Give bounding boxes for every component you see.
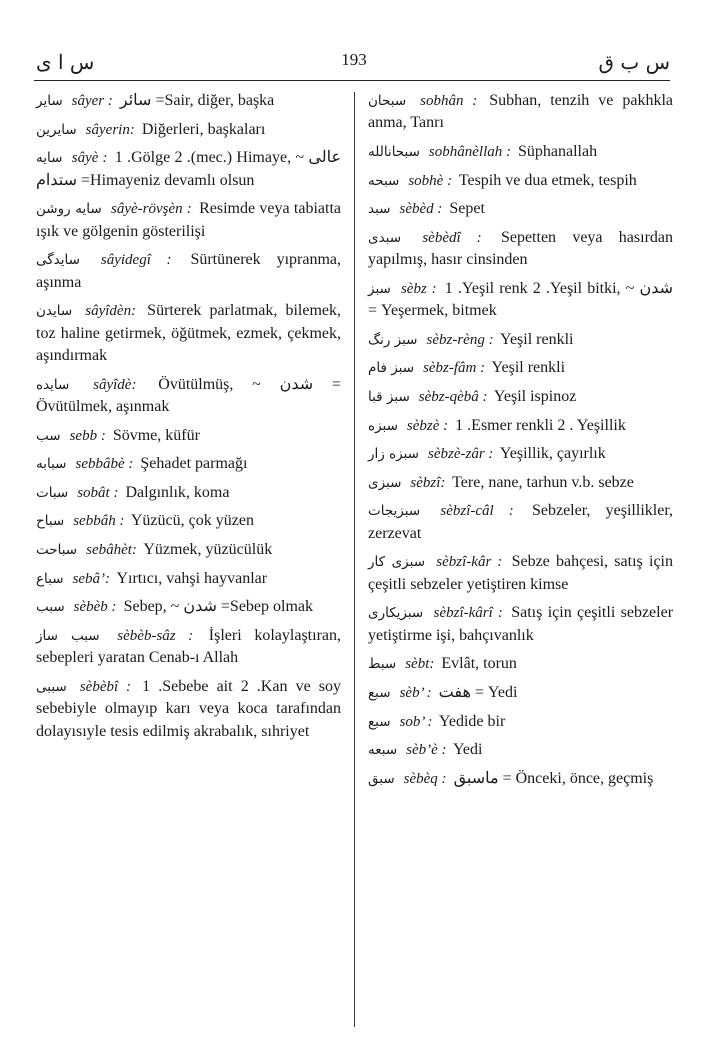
dictionary-entry <box>36 119 341 141</box>
arabic-headword: سبعه <box>368 742 398 759</box>
arabic-headword: سایه <box>36 150 63 167</box>
transliteration: sebbâh : <box>73 513 125 530</box>
arabic-headword: سبحان <box>368 93 407 109</box>
definition: 1 .Esmer renkli 2 . Yeşillik <box>455 416 626 434</box>
dictionary-entry <box>368 711 673 733</box>
dictionary-entry <box>36 147 341 192</box>
arabic-headword: سبط <box>368 656 397 673</box>
arabic-headword: سایده <box>36 376 70 393</box>
definition: Yedi <box>452 741 483 759</box>
definition: Yüzmek, yüzücülük <box>143 540 273 558</box>
definition: Yedide bir <box>438 712 506 730</box>
transliteration: sob’ : <box>399 713 433 730</box>
definition: Tespih ve dua etmek, tespih <box>458 171 637 189</box>
definition: Yeşillik, çayırlık <box>499 445 606 463</box>
transliteration: sèbèb-sâz : <box>117 627 194 644</box>
dictionary-entry <box>36 249 341 294</box>
arabic-headword: سبد <box>368 201 391 218</box>
arabic-headword: سبحه <box>368 172 400 189</box>
transliteration: sâyîdè: <box>93 376 137 393</box>
transliteration: sâyè : <box>71 150 108 167</box>
definition: Sebzeler, yeşillikler, zerzevat <box>368 502 673 542</box>
header-rule <box>34 80 670 81</box>
dictionary-entry <box>368 90 673 135</box>
dictionary-entry <box>368 170 673 192</box>
transliteration: sâyer : <box>71 93 113 109</box>
dictionary-entry <box>368 653 673 675</box>
dictionary-entry <box>368 768 673 790</box>
dictionary-entry <box>36 300 341 367</box>
dictionary-entry <box>368 551 673 596</box>
definition: Sebep, ~ شدن =Sebep olmak <box>123 598 314 616</box>
dictionary-entry <box>368 357 673 379</box>
arabic-headword: سایدن <box>36 303 73 320</box>
definition: Yüzücü, çok yüzen <box>130 512 254 530</box>
arabic-headword: سباحت <box>36 541 78 558</box>
dictionary-entry <box>36 676 341 743</box>
transliteration: sobhânèllah : <box>428 144 511 160</box>
dictionary-entry <box>368 682 673 704</box>
dictionary-entry <box>36 625 341 670</box>
dictionary-entry <box>368 739 673 761</box>
definition: Sebze bahçesi, satış için çeşitli sebzeler yetiştiren kimse <box>368 553 673 593</box>
definition: Tere, nane, tarhun v.b. sebze <box>452 473 634 491</box>
definition: Sövme, küfür <box>112 426 200 444</box>
definition: Süphanallah <box>517 143 598 160</box>
dictionary-entry <box>36 425 341 447</box>
arabic-headword: سایرین <box>36 121 77 138</box>
left-column <box>36 90 341 749</box>
transliteration: sèbzè : <box>406 417 449 434</box>
right-column <box>368 90 673 796</box>
transliteration: sâyè-rövşèn : <box>111 201 192 218</box>
definition: Yeşil renkli <box>499 330 574 348</box>
header-left-arabic: س ا ی <box>36 50 95 74</box>
page-header <box>0 50 708 80</box>
definition: ماسبق = Önceki, önce, geçmiş <box>453 769 654 787</box>
transliteration: sobhè : <box>408 172 453 189</box>
dictionary-entry <box>368 602 673 647</box>
definition: سائر =Sair, diğer, başka <box>119 92 275 109</box>
dictionary-entry <box>368 386 673 408</box>
arabic-headword: سایدگی <box>36 252 80 269</box>
arabic-headword: سبز <box>368 280 391 297</box>
definition: Evlât, torun <box>441 655 517 673</box>
definition: Sürterek parlatmak, bilemek, toz haline getirmek, öğütmek, ezmek, çekmek, aşındırmak <box>36 302 342 364</box>
dictionary-entry <box>368 500 673 545</box>
transliteration: sebbâbè : <box>75 456 134 473</box>
definition: Dalgınlık, koma <box>125 483 230 501</box>
transliteration: sâyerin: <box>85 121 135 138</box>
dictionary-entry <box>368 278 673 323</box>
arabic-headword: سبزی کار <box>368 554 426 571</box>
transliteration: sobât : <box>77 484 119 501</box>
arabic-headword: سبز فام <box>368 360 415 377</box>
arabic-headword: سبزیکاری <box>368 605 424 622</box>
definition: İşleri kolaylaştıran, sebepleri yaratan Cenab-ı Allah <box>36 626 341 667</box>
transliteration: sâyidegî : <box>100 252 172 269</box>
dictionary-entry <box>36 539 341 561</box>
transliteration: sèbzî-kâr : <box>436 554 503 571</box>
dictionary-entry <box>36 482 341 504</box>
definition: Yırtıcı, vahşi hayvanlar <box>116 569 268 587</box>
dictionary-entry <box>36 374 341 419</box>
dictionary-entry <box>368 227 673 272</box>
definition: Yeşil ispinoz <box>493 387 577 405</box>
dictionary-entry <box>368 141 673 163</box>
arabic-headword: سبابه <box>36 456 67 473</box>
arabic-headword: سبب <box>36 599 65 616</box>
arabic-headword: سایه روشن <box>36 201 102 218</box>
arabic-headword: سبق <box>368 770 395 787</box>
arabic-headword: سایر <box>36 93 63 109</box>
header-right-arabic: س ب ق <box>598 50 670 74</box>
definition: Resimde veya tabiatta ışık ve gölgenin gösterilişi <box>36 200 342 240</box>
transliteration: sèb’è : <box>406 742 447 759</box>
transliteration: sèbzî: <box>410 474 446 491</box>
definition: Yeşil renkli <box>491 359 566 377</box>
transliteration: sèb’ : <box>399 684 432 701</box>
dictionary-entry <box>368 472 673 494</box>
transliteration: sèbz-rèng : <box>426 331 494 348</box>
transliteration: sèbèdî : <box>422 229 482 246</box>
definition: Şehadet parmağı <box>140 455 248 473</box>
transliteration: sèbèq : <box>403 770 447 787</box>
dictionary-entry <box>36 90 341 112</box>
transliteration: sèbèb : <box>73 599 117 616</box>
dictionary-entry <box>36 510 341 532</box>
arabic-headword: سبحانالله <box>368 144 420 160</box>
dictionary-entry <box>368 329 673 351</box>
transliteration: sebb : <box>69 427 106 444</box>
transliteration: sâyîdèn: <box>85 303 137 320</box>
column-divider <box>354 92 355 1027</box>
dictionary-entry <box>36 568 341 590</box>
dictionary-entry <box>36 453 341 475</box>
transliteration: sèbèbî : <box>79 678 132 695</box>
definition: 1 .Gölge 2 .(mec.) Himaye, عالی ~ ستدام =Himayeniz devamlı olsun <box>36 149 341 189</box>
dictionary-entry <box>368 198 673 220</box>
definition: Satış için çeşitli sebzeler yetiştirme işi, bahçıvanlık <box>368 604 674 644</box>
arabic-headword: سب <box>36 427 61 444</box>
transliteration: sebâ’: <box>72 570 111 587</box>
transliteration: sobhân : <box>420 93 478 109</box>
dictionary-entry <box>36 198 341 243</box>
definition: 1 .Yeşil renk 2 .Yeşil bitki, ~ شدن = Yeşermek, bitmek <box>368 279 673 320</box>
arabic-headword: سبدی <box>368 229 402 246</box>
definition: Sürtünerek yıpranma, aşınma <box>36 251 341 291</box>
transliteration: sèbz-fâm : <box>423 360 486 377</box>
arabic-headword: سبزیجات <box>368 503 421 520</box>
arabic-headword: سبز رنگ <box>368 331 418 348</box>
arabic-headword: سبب ساز <box>36 627 100 644</box>
transliteration: sèbz : <box>400 280 437 297</box>
transliteration: sèbt: <box>405 656 435 673</box>
transliteration: sebâhèt: <box>86 541 137 558</box>
arabic-headword: سبزی <box>368 474 402 491</box>
definition: Övütülmüş, ~ شدن = Övütülmek, aşınmak <box>36 375 342 415</box>
transliteration: sèbzè-zâr : <box>428 446 494 463</box>
dictionary-entry <box>368 415 673 437</box>
transliteration: sèbzî-câl : <box>440 503 514 520</box>
definition: 1 .Sebebe ait 2 .Kan ve soy sebebiyle olmayıp karı veya koca tarafından dolayısıyle tesis edilmiş akrabalık, sıhriyet <box>36 677 342 740</box>
arabic-headword: سبع <box>368 713 391 730</box>
transliteration: sèbz-qèbâ : <box>418 388 488 405</box>
definition: Subhan, tenzih ve pakhkla anma, Tanrı <box>368 92 674 132</box>
arabic-headword: سباح <box>36 513 65 530</box>
transliteration: sèbèd : <box>399 201 443 218</box>
arabic-headword: سبع <box>368 684 391 701</box>
dictionary-entry <box>368 443 673 465</box>
arabic-headword: سبزه <box>368 417 398 434</box>
arabic-headword: سبزه زار <box>368 446 419 463</box>
page-number: 193 <box>341 50 367 69</box>
definition: Sepetten veya hasırdan yapılmış, hasır cinsinden <box>368 228 674 269</box>
definition: Diğerleri, başkaları <box>141 120 266 138</box>
arabic-headword: سبات <box>36 484 69 501</box>
definition: هفت = Yedi <box>438 683 518 701</box>
arabic-headword: سببی <box>36 678 67 695</box>
arabic-headword: سباع <box>36 570 64 587</box>
definition: Sepet <box>449 200 485 218</box>
arabic-headword: سبز قبا <box>368 388 410 405</box>
transliteration: sèbzî-kârî : <box>433 605 503 622</box>
dictionary-entry <box>36 596 341 618</box>
